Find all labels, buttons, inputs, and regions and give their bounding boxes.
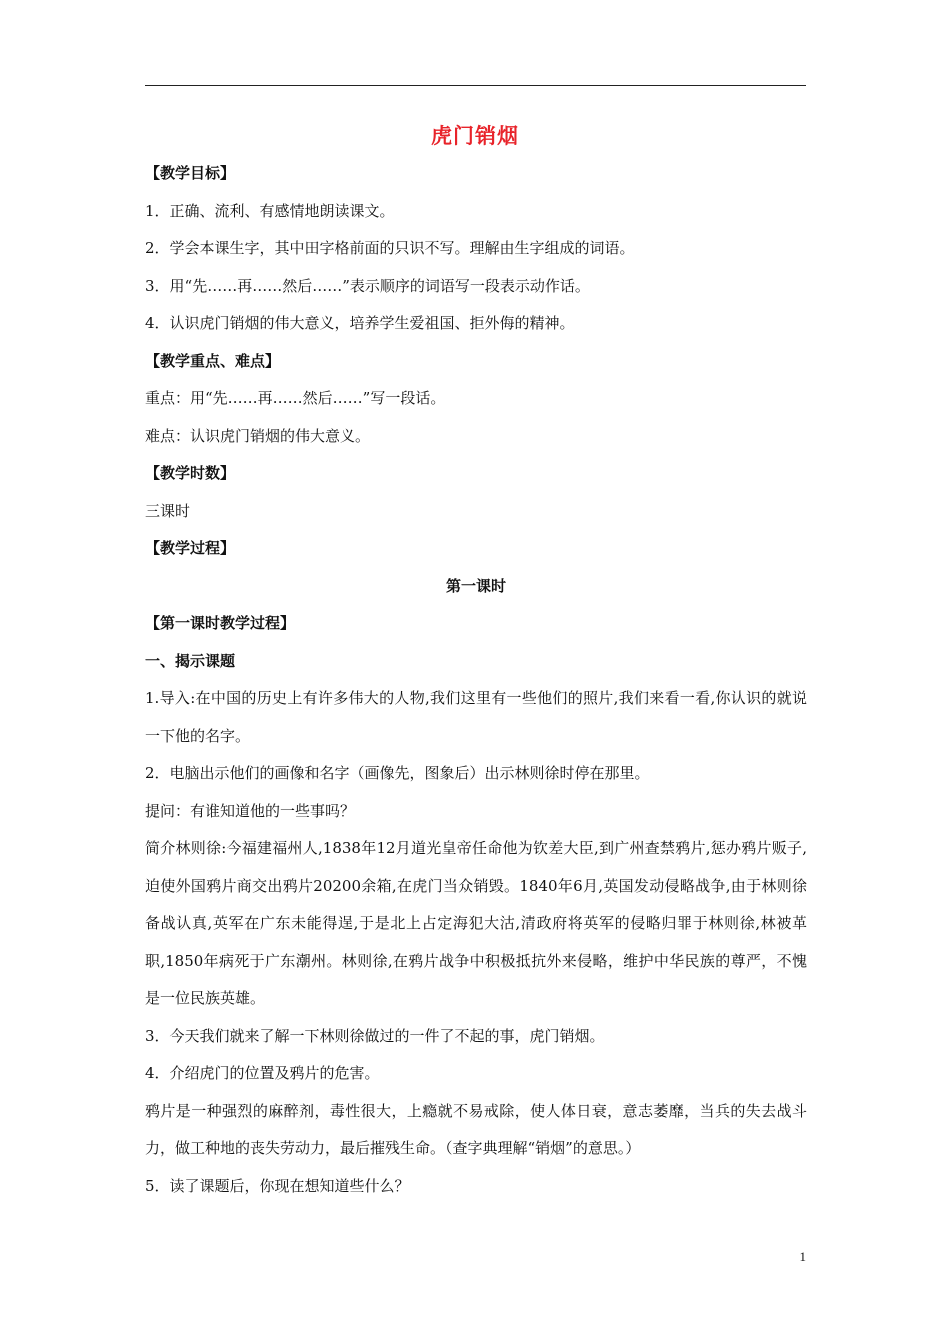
paragraph-opium: 鸦片是一种强烈的麻醉剂，毒性很大，上瘾就不易戒除，使人体日衰，意志萎靡，当兵的失去战斗力，做工种地的丧失劳动力，最后摧残生命。（查字典理解“销烟”的意思。） — [145, 1101, 807, 1157]
lesson-process-heading: 【第一课时教学过程】 — [145, 614, 296, 632]
key-point: 重点：用“先……再……然后……”写一段话。 — [145, 389, 446, 407]
paragraph-display: 2．电脑出示他们的画像和名字（画像先，图象后）出示林则徐时停在那里。 — [145, 764, 650, 782]
goal-item: 2．学会本课生字，其中田字格前面的只识不写。理解由生字组成的词语。 — [145, 239, 635, 257]
paragraph-question: 提问：有谁知道他的一些事吗？ — [145, 801, 356, 820]
goal-item: 4．认识虎门销烟的伟大意义，培养学生爱祖国、拒外侮的精神。 — [145, 314, 575, 332]
lesson-title: 第一课时 — [445, 576, 506, 595]
difficult-point: 难点：认识虎门销烟的伟大意义。 — [145, 426, 371, 445]
document-title: 虎门销烟 — [431, 124, 519, 148]
paragraph-today: 3．今天我们就来了解一下林则徐做过的一件了不起的事，虎门销烟。 — [145, 1026, 605, 1045]
document-body — [145, 155, 807, 1205]
hours-text: 三课时 — [145, 501, 191, 520]
page-number: 1 — [799, 1249, 806, 1264]
goals-heading: 【教学目标】 — [145, 164, 236, 182]
paragraph-intro: 1.导入:在中国的历史上有许多伟大的人物,我们这里有一些他们的照片,我们来看一看,你认识的就说一下他的名字。 — [145, 689, 807, 745]
paragraph-question-2: 5．读了课题后，你现在想知道些什么？ — [145, 1176, 410, 1195]
process-heading: 【教学过程】 — [145, 539, 236, 557]
step-heading: 一、揭示课题 — [145, 651, 236, 670]
header-rule — [145, 85, 806, 86]
paragraph-location: 4．介绍虎门的位置及鸦片的危害。 — [145, 1064, 380, 1082]
paragraph-biography: 简介林则徐:今福建福州人,1838年12月道光皇帝任命他为钦差大臣,到广州查禁鸦片,惩办鸦片贩子,迫使外国鸦片商交出鸦片20200余箱,在虎门当众销毁。1840年6月,英国发动侵略战争,由于林则徐备战认真,英军在广东未能得逞,于是北上占定海犯大沽,清政府将英军的侵略归罪于林则徐,林被革职,1850年病死于广东潮州。林则徐,在鸦片战争中积极抵抗外来侵略，维护中华民族的尊严，不愧是一位民族英雄。 — [145, 839, 807, 1007]
key-points-heading: 【教学重点、难点】 — [145, 351, 281, 370]
hours-heading: 【教学时数】 — [145, 464, 236, 482]
goal-item: 1．正确、流利、有感情地朗读课文。 — [145, 201, 395, 220]
goal-item: 3．用“先……再……然后……”表示顺序的词语写一段表示动作话。 — [145, 276, 590, 295]
